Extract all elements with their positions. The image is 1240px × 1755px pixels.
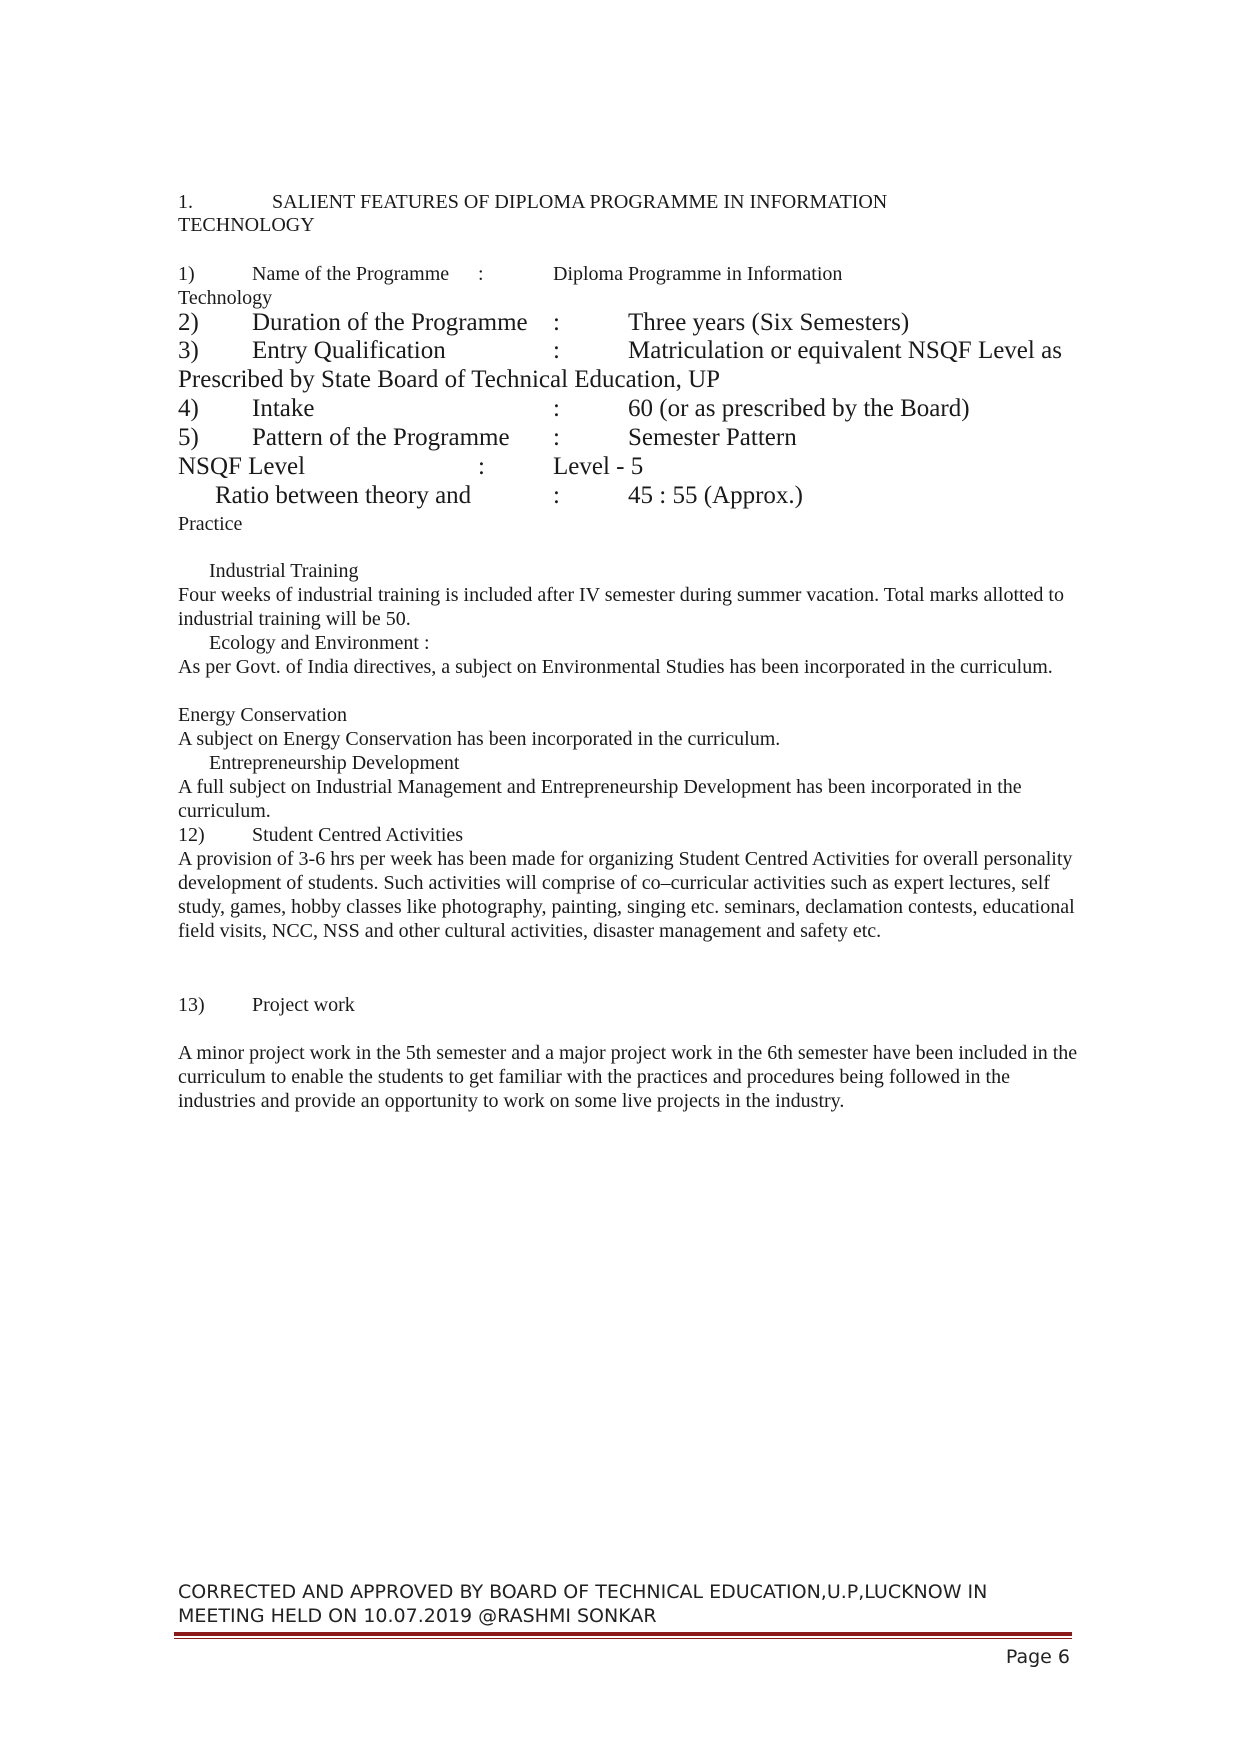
feature-2-label: Duration of the Programme: [252, 309, 528, 336]
page-number: Page 6: [1005, 1646, 1070, 1668]
feature-4-label: Intake: [252, 395, 315, 422]
nsqf-level-label: NSQF Level: [178, 453, 306, 480]
industrial-training-title: Industrial Training: [209, 560, 359, 582]
feature-1-colon: :: [478, 263, 484, 285]
ecology-title: Ecology and Environment :: [209, 632, 430, 654]
footer-rule-thin: [174, 1638, 1072, 1639]
project-work-number: 13): [178, 994, 205, 1016]
feature-3-value: Matriculation or equivalent NSQF Level as: [628, 337, 1062, 364]
ratio-value: 45 : 55 (Approx.): [628, 482, 803, 509]
ratio-colon: :: [553, 482, 560, 509]
entrepreneurship-body: A full subject on Industrial Management and Entrepreneurship Development has been incorporated in the curriculum.: [178, 776, 1022, 822]
heading-number: 1.: [178, 191, 193, 213]
ecology-body: As per Govt. of India directives, a subject on Environmental Studies has been incorporated in the curriculum.: [178, 656, 1053, 678]
project-work-title: Project work: [252, 994, 355, 1016]
feature-5-label: Pattern of the Programme: [252, 424, 510, 451]
student-activities-body: A provision of 3-6 hrs per week has been made for organizing Student Centred Activities for overall personality development of students. Such activities will comprise of co–curricular activities such as expert lectures, self study, games, hobby classes like photography, painting, singing etc. seminars, declamation contests, educational field visits, NCC, NSS and other cultural activities, disaster management and safety etc.: [178, 848, 1075, 942]
feature-4-number: 4): [178, 395, 199, 422]
nsqf-level-value: Level - 5: [553, 453, 644, 480]
feature-2-number: 2): [178, 309, 199, 336]
energy-body: A subject on Energy Conservation has been incorporated in the curriculum.: [178, 728, 781, 750]
ratio-label: Ratio between theory and: [215, 482, 472, 509]
nsqf-level-colon: :: [478, 453, 485, 480]
feature-4-value: 60 (or as prescribed by the Board): [628, 395, 970, 422]
feature-3-label: Entry Qualification: [252, 337, 446, 364]
feature-1-value-continued: Technology: [178, 287, 273, 309]
feature-1-value: Diploma Programme in Information: [553, 263, 843, 285]
student-activities-title: Student Centred Activities: [252, 824, 464, 846]
feature-5-value: Semester Pattern: [628, 424, 797, 451]
feature-5-colon: :: [553, 424, 560, 451]
feature-1-number: 1): [178, 263, 195, 285]
heading-title-continued: TECHNOLOGY: [178, 214, 315, 236]
energy-title: Energy Conservation: [178, 704, 348, 726]
heading-title: SALIENT FEATURES OF DIPLOMA PROGRAMME IN INFORMATION: [272, 191, 888, 213]
feature-3-value-continued: Prescribed by State Board of Technical Education, UP: [178, 366, 721, 393]
feature-1-label: Name of the Programme: [252, 263, 450, 285]
feature-5-number: 5): [178, 424, 199, 451]
industrial-training-body: Four weeks of industrial training is included after IV semester during summer vacation. Total marks allotted to industrial training will be 50.: [178, 584, 1064, 630]
feature-3-colon: :: [553, 337, 560, 364]
feature-3-number: 3): [178, 337, 199, 364]
ratio-label-continued: Practice: [178, 513, 243, 535]
feature-2-value: Three years (Six Semesters): [628, 309, 910, 336]
student-activities-number: 12): [178, 824, 205, 846]
footer-approval-text: CORRECTED AND APPROVED BY BOARD OF TECHNICAL EDUCATION,U.P,LUCKNOW IN MEETING HELD ON 10.07.2019 @RASHMI SONKAR: [178, 1581, 988, 1627]
feature-2-colon: :: [553, 309, 560, 336]
project-work-body: A minor project work in the 5th semester and a major project work in the 6th semester have been included in the curriculum to enable the students to get familiar with the practices and procedures being followed in the industries and provide an opportunity to work on some live projects in the industry.: [178, 1042, 1078, 1112]
footer-rule: [174, 1632, 1072, 1636]
entrepreneurship-title: Entrepreneurship Development: [209, 752, 460, 774]
feature-4-colon: :: [553, 395, 560, 422]
